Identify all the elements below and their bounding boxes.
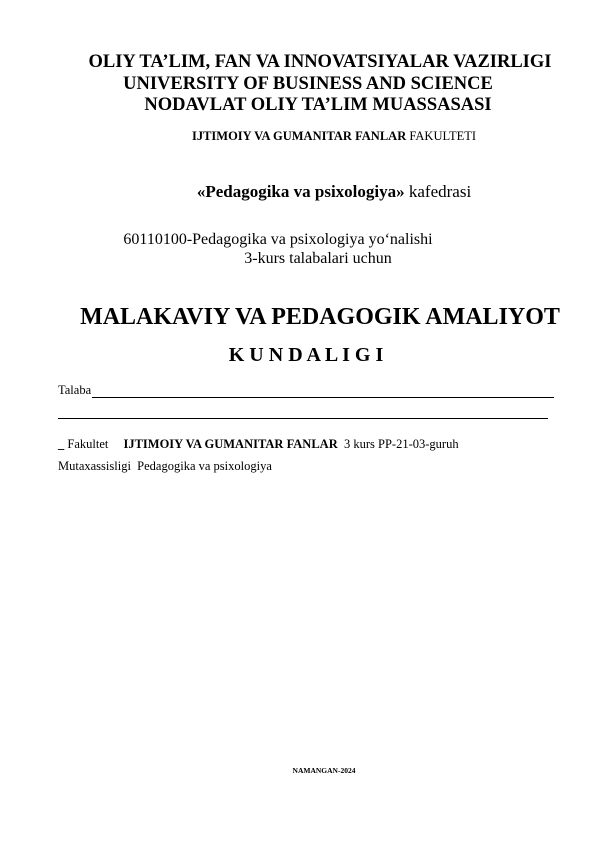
university-title: UNIVERSITY OF BUSINESS AND SCIENCE <box>123 74 493 94</box>
department-name: «Pedagogika va psixologiya» <box>196 182 405 201</box>
student-name-blank-continued[interactable] <box>58 418 548 419</box>
institution-type: NODAVLAT OLIY TA’LIM MUASSASASI <box>144 95 492 115</box>
student-field-row <box>58 382 554 398</box>
faculty-heading-suffix: FAKULTETI <box>409 129 477 143</box>
specialty-row <box>58 458 272 474</box>
specialty-value: Pedagogika va psixologiya <box>137 459 272 473</box>
program-course: 3-kurs talabalari uchun <box>244 250 392 267</box>
student-name-blank[interactable] <box>92 383 554 398</box>
department-heading <box>36 182 596 202</box>
specialty-label: Mutaxassisligi <box>58 459 131 473</box>
faculty-heading <box>36 129 596 144</box>
place-year-footer: NAMANGAN-2024 <box>292 766 356 775</box>
document-title: MALAKAVIY VA PEDAGOGIK AMALIYOT <box>80 304 560 330</box>
faculty-row <box>58 436 459 452</box>
ministry-title: OLIY TA’LIM, FAN VA INNOVATSIYALAR VAZIRLIGI <box>88 52 552 72</box>
program-direction: 60110100-Pedagogika va psixologiya yo‘nalishi <box>123 231 433 248</box>
department-suffix: kafedrasi <box>408 182 472 201</box>
faculty-label: Fakultet <box>67 437 109 451</box>
document-subtitle: K U N D A L I G I <box>228 344 384 366</box>
faculty-value: IJTIMOIY VA GUMANITAR FANLAR <box>123 437 338 451</box>
student-label: Talaba <box>58 383 92 397</box>
faculty-dash: _ <box>58 437 65 451</box>
faculty-heading-name: IJTIMOIY VA GUMANITAR FANLAR <box>191 129 407 143</box>
group-text: 3 kurs PP-21-03-guruh <box>343 437 459 451</box>
